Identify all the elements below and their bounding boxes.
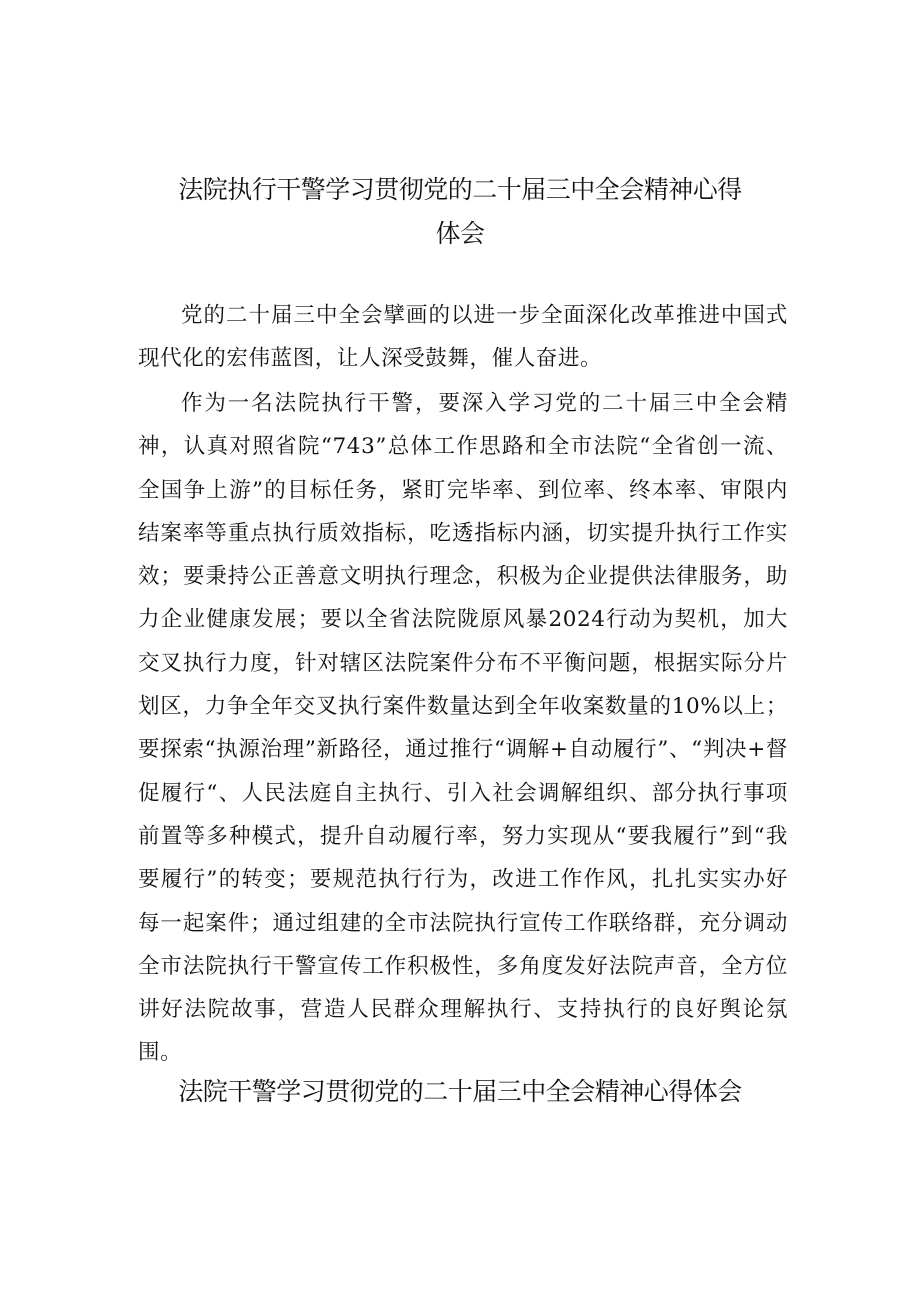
document-title-line2: 体会 [435, 219, 485, 248]
next-document-title: 法院干警学习贯彻党的二十届三中全会精神心得体会 [178, 1077, 742, 1106]
paragraph-main: 作为一名法院执行干警，要深入学习党的二十届三中全会精神，认真对照省院“743”总体工作思路和全市法院“全省创一流、全国争上游”的目标任务，紧盯完毕率、到位率、终本率、审限内结案率等重点执行质效指标，吃透指标内涵，切实提升执行工作实效；要秉持公正善意文明执行理念，积极为企业提供法律服务，助力企业健康发展；要以全省法院陇原风暴2024行动为契机，加大交叉执行力度，针对辖区法院案件分布不平衡问题，根据实际分片划区，力争全年交叉执行案件数量达到全年收案数量的10%以上；要探索“执源治理”新路径，通过推行“调解+自动履行”、“判决+督促履行“、人民法庭自主执行、引入社会调解组织、部分执行事项前置等多种模式，提升自动履行率，努力实现从“要我履行”到“我要履行”的转变；要规范执行行为，改进工作作风，扎扎实实办好每一起案件；通过组建的全市法院执行宣传工作联络群，充分调动全市法院执行干警宣传工作积极性，多角度发好法院声音，全方位讲好法院故事，营造人民群众理解执行、支持执行的良好舆论氛围。 [138, 391, 788, 1066]
paragraph-intro: 党的二十届三中全会擘画的以进一步全面深化改革推进中国式现代化的宏伟蓝图，让人深受鼓舞，催人奋进。 [138, 303, 788, 372]
document-title-line1: 法院执行干警学习贯彻党的二十届三中全会精神心得 [178, 175, 742, 204]
